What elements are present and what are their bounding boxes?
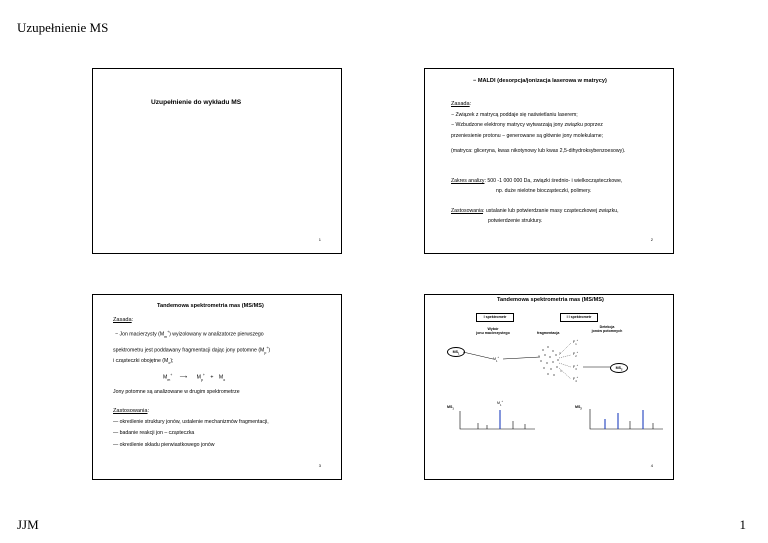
slide-2-line-1: − Związek z matrycą poddaje się naświetlaniu laserem; (451, 112, 578, 118)
slide-3-zast-2: — badanie reakcji jon – cząsteczka (113, 430, 195, 436)
col-1-label-b: jonu macierzystego (476, 331, 510, 336)
slide-2-line-4: (matryca: gliceryna, kwas nikotynowy lub kwas 2,5-dihydroksybenzoesowy). (451, 148, 626, 154)
slide-2-line-3: przeniesienie protonu − generowane są głównie jony molekularne; (451, 133, 604, 139)
slide-1 (92, 68, 342, 254)
zakres-label: Zakres analizy (451, 178, 485, 184)
slide-2-zasada (451, 102, 471, 108)
slide-3-line-1 (115, 331, 264, 339)
f3-sub: 3 (575, 367, 577, 371)
eq-o: M (218, 374, 224, 381)
l3sub: o (168, 361, 171, 366)
f4: F (573, 377, 576, 382)
eq-p-sub: p (200, 377, 203, 382)
f1-sub: 1 (575, 342, 577, 346)
l1b: ) wyizolowany w analizatorze pierwszego (169, 331, 264, 338)
spectrum-1-ms: MS (447, 405, 453, 409)
slide-2-zakres (451, 179, 622, 184)
zastosowania-label: Zastosowania (451, 208, 484, 214)
slide-3-zast-1: — określenie struktury jonów, ustalenie mechanizmów fragmentacji, (113, 419, 269, 425)
l3b: ); (170, 358, 174, 364)
slide-2 (424, 68, 674, 254)
selected-peak-label (497, 401, 503, 408)
slide-4 (424, 294, 674, 480)
slide-3 (92, 294, 342, 480)
col-3-label-a: Detekcja (599, 325, 615, 329)
eq-p: M (196, 374, 201, 381)
slide-2-zastosowania-2: potwierdzenie struktury. (488, 218, 543, 224)
l2b: ) (268, 347, 271, 354)
f4-sub: 4 (575, 379, 577, 383)
slide-2-title: − MALDI (desorpcja/jonizacja laserowa w matrycy) (473, 78, 607, 84)
spectrum-2-label (575, 405, 582, 412)
zastosowania-text: : ustalanie lub potwierdzanie masy cząsteczkowej związku, (483, 208, 619, 214)
slide-4-title: Tandemowa spektrometria mas (MS/MS) (497, 297, 604, 303)
zastosowania-colon: : (147, 408, 150, 414)
slide-2-zakres-2: np. duże nielotne biocząsteczki, polimery. (496, 188, 592, 194)
f1-sup: + (576, 339, 579, 342)
slide-4-page-number: 4 (650, 463, 653, 468)
l3a: i cząsteczki obojętne (M (113, 358, 169, 364)
spectrometer-2-box: I I spektrometr (560, 313, 598, 322)
l2sub: p (264, 350, 267, 355)
slide-2-page-number: 2 (650, 237, 653, 242)
slide-3-line-3 (113, 359, 173, 366)
f3-sup: + (576, 364, 579, 367)
f3: F (573, 365, 576, 370)
slide-3-zastosowania (113, 409, 149, 415)
spectrum-1-sub: 1 (452, 407, 454, 411)
parent-ion-sub: 1 (496, 359, 498, 363)
slide-3-equation (163, 374, 225, 382)
slide-3-zasada (113, 318, 133, 324)
msms-diagram-svg (425, 295, 675, 481)
ms1-to-parent-line (463, 352, 493, 359)
slide-1-page-number: 1 (318, 237, 321, 242)
slide-2-zastosowania (451, 209, 619, 214)
zasada-label: Zasada (113, 317, 132, 323)
spectrum-1-label (447, 405, 454, 412)
eq-m-sub: m (167, 377, 171, 382)
spectrum-2 (590, 409, 663, 429)
l2a: spektrometru jest poddawany fragmentacji dając jony potomne (M (113, 347, 265, 354)
slide-1-title: Uzupełnienie do wykładu MS (151, 99, 242, 106)
col-3-label-b: jonów potomnych (591, 329, 623, 334)
slide-3-title: Tandemowa spektrometria mas (MS/MS) (157, 303, 264, 309)
fragment-rays (559, 343, 571, 379)
slide-3-zast-3: — określenie składu pierwiastkowego jonów (113, 442, 215, 448)
fragmentation-dots (539, 346, 562, 375)
selected-peak-m: M (497, 401, 500, 406)
parent-to-fragmentation-line (503, 357, 540, 359)
f1: F (573, 340, 576, 345)
slide-3-line-2 (113, 347, 270, 355)
zasada-colon: : (131, 317, 134, 323)
ms2-sub: 2 (620, 368, 623, 372)
ms1-sub: 1 (457, 352, 460, 356)
col-2-label: fragmentacja (537, 331, 560, 335)
zakres-text: : 500 -1 000 000 Da, związki średnio- i wielkocząsteczkowe, (484, 178, 623, 184)
footer-page-number: 1 (739, 517, 746, 532)
parent-ion-m: M (493, 357, 496, 362)
zasada-colon: : (469, 101, 472, 107)
eq-arrow: ⟶ (179, 374, 188, 381)
spectrum-2-ms: MS (575, 405, 581, 409)
slide-2-line-2: − Wzbudzone elektrony matrycy wytwarzają jony związku poprzez (451, 122, 603, 128)
page-header-title: Uzupełnienie MS (17, 20, 109, 35)
slide-3-line-4: Jony potomne są analizowane w drugim spektrometrze (113, 389, 240, 395)
footer-author: JJM (17, 517, 39, 532)
eq-m-sup: + (170, 373, 173, 377)
f2: F (573, 352, 576, 357)
zasada-label: Zasada (451, 101, 470, 107)
eq-plus: + (210, 374, 214, 381)
eq-p-sup: + (202, 373, 205, 377)
spectrometer-1-box: I spektrometr (476, 313, 514, 322)
ms1-label: MS (452, 350, 458, 354)
l2sup: + (266, 346, 269, 350)
eq-m: M (163, 374, 168, 381)
spectrum-1 (460, 410, 535, 429)
f2-sup: + (576, 351, 579, 354)
f4-sup: + (576, 376, 579, 379)
l1a: − Jon macierzysty (M (115, 331, 165, 338)
l1sup: + (167, 330, 170, 334)
spectrum-2-sub: 2 (580, 407, 582, 411)
parent-ion-sup: + (497, 356, 499, 359)
zastosowania-label: Zastosowania (113, 408, 148, 414)
selected-peak-sup: + (501, 400, 503, 403)
f2-sub: 2 (575, 354, 577, 358)
l1sub: m (164, 334, 168, 339)
ms2-label: MS (615, 366, 621, 370)
slide-3-page-number: 3 (318, 463, 321, 468)
col-1-label-a: Wybór (487, 327, 499, 331)
selected-peak-sub: 1 (500, 403, 502, 407)
eq-o-sub: o (223, 377, 226, 382)
